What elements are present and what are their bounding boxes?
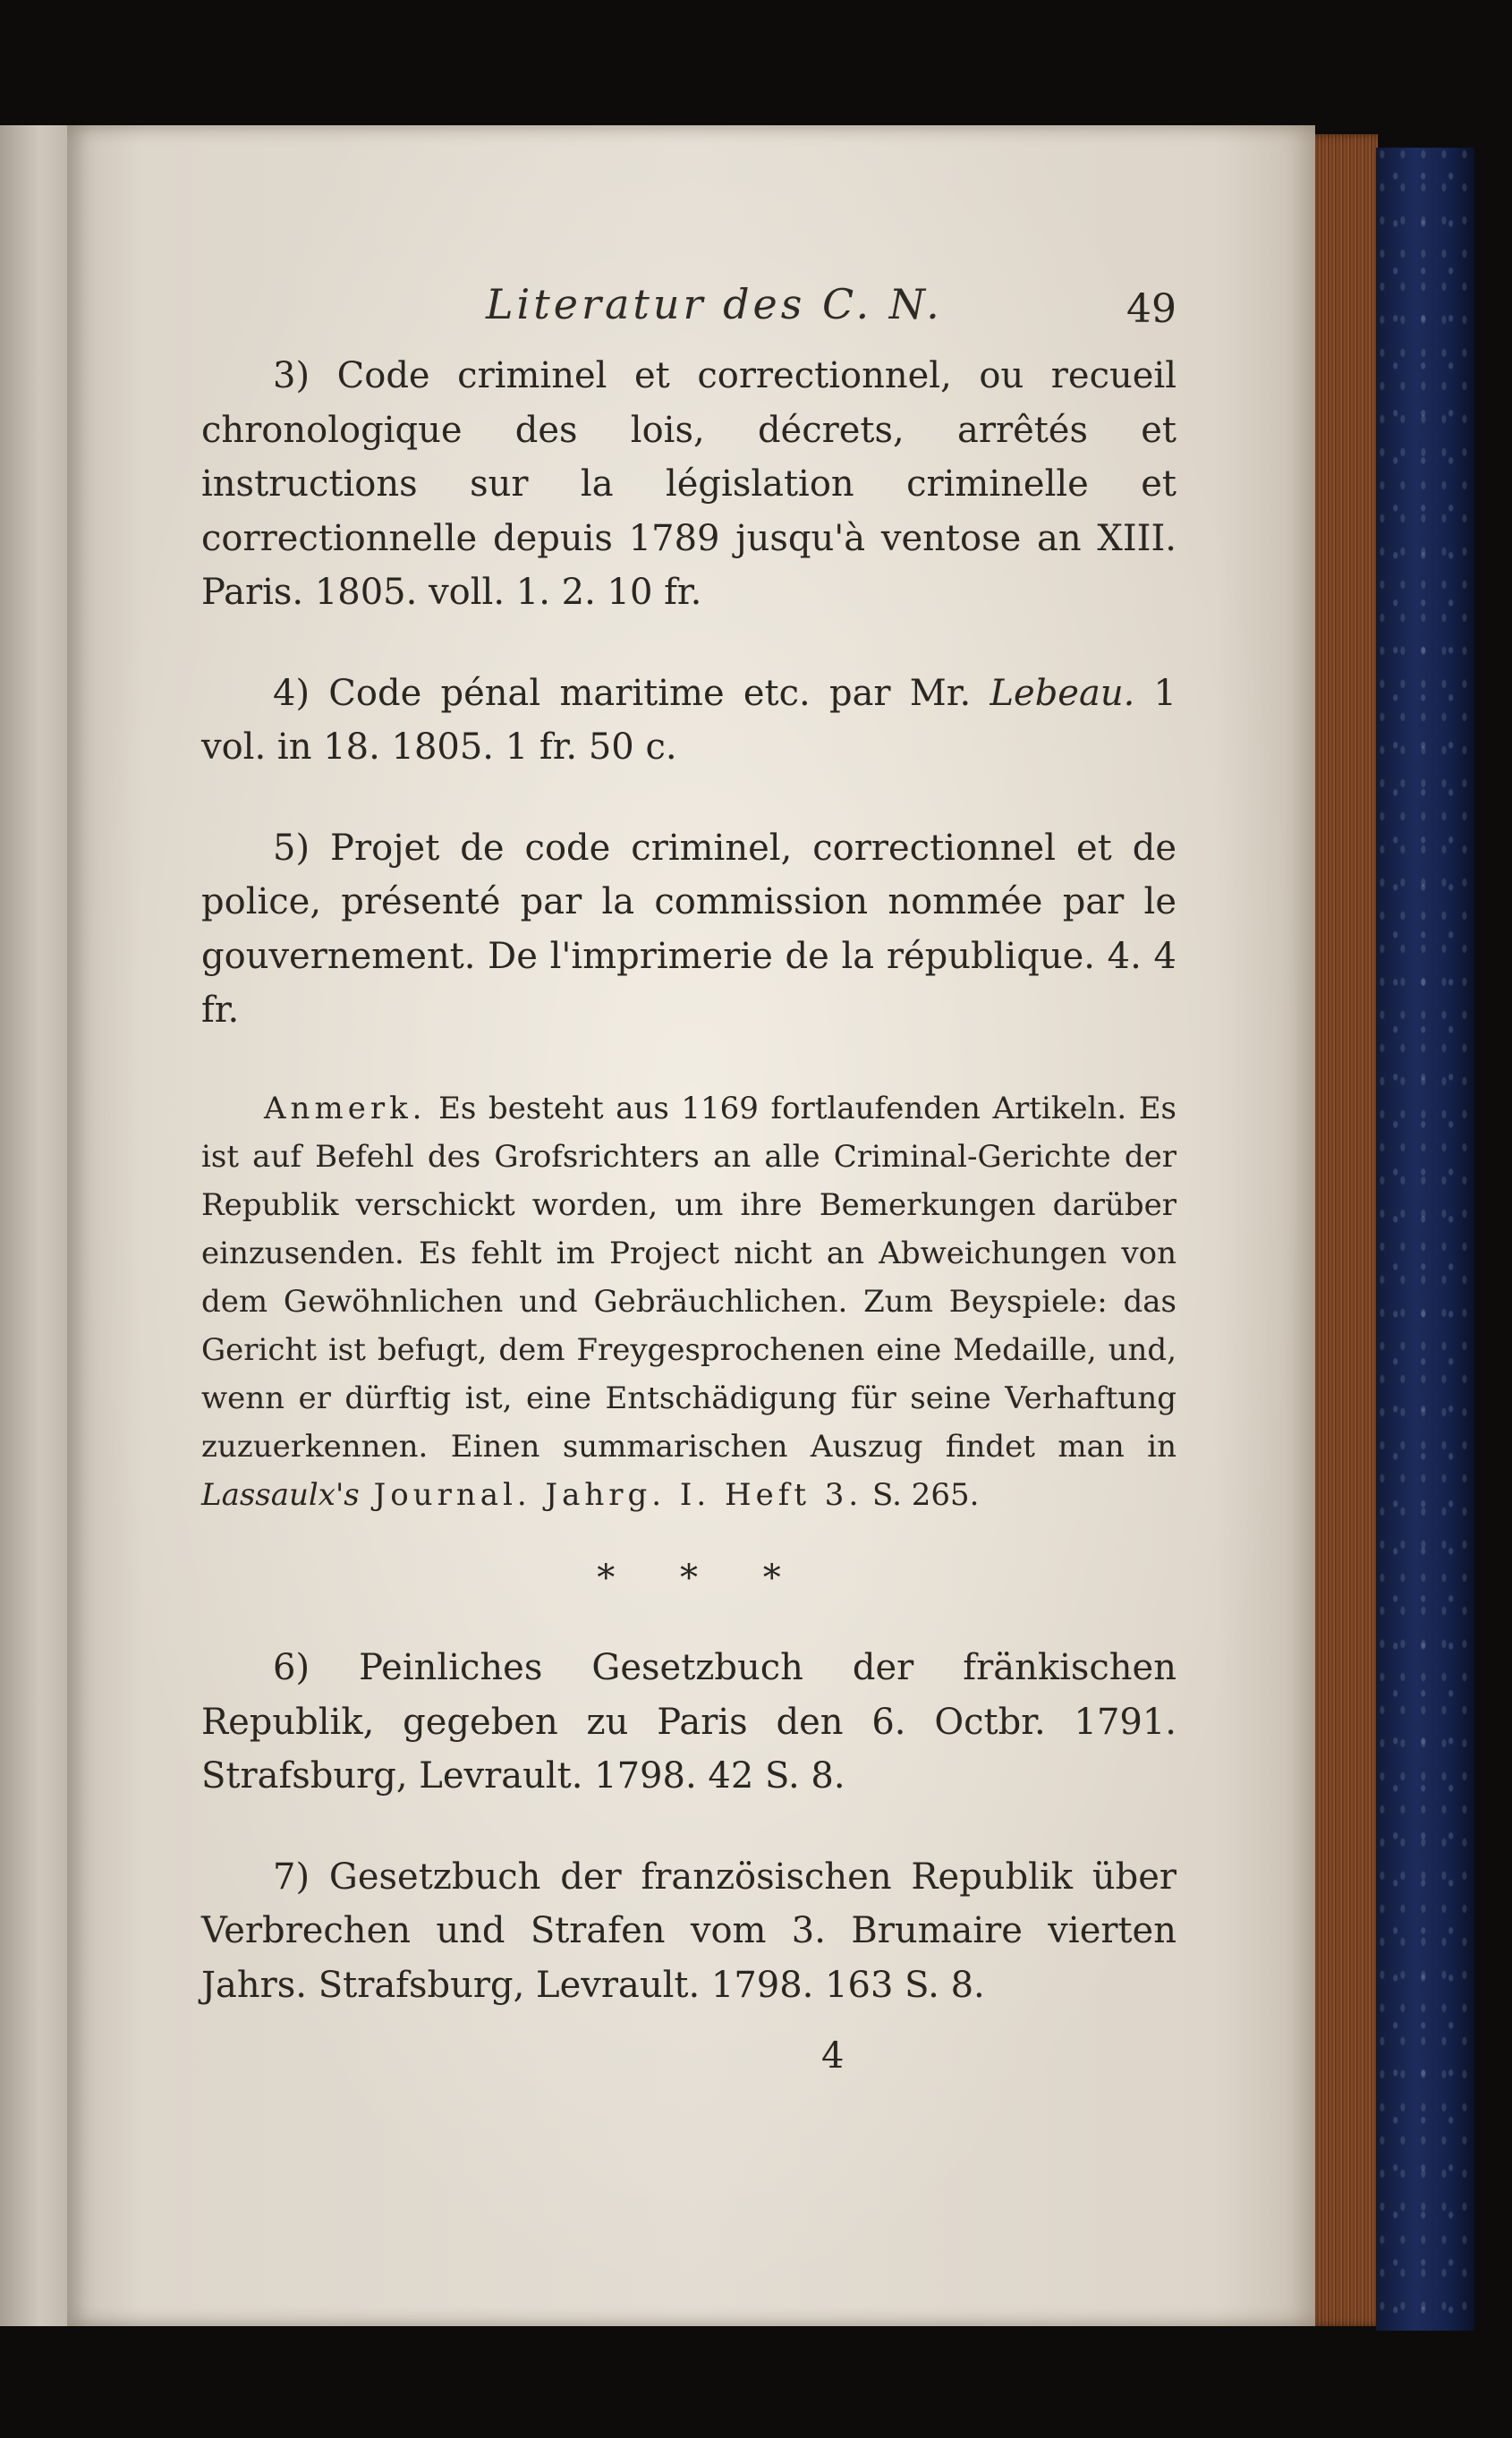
page-edges: [1306, 134, 1378, 2326]
note-page: S. 265.: [862, 1476, 980, 1513]
entry-5: 5) Projet de code criminel, correctionnel et de police, présenté par la commission nommée par le gouvernement. De l'imprimerie de la république. 4. 4 fr.: [201, 827, 1176, 1031]
note-source: Lassaulx's: [201, 1476, 360, 1513]
note-label: Anmerk.: [264, 1090, 427, 1126]
page-header: [201, 277, 1176, 349]
entry-6: 6) Peinliches Gesetzbuch der fränkischen Republik, gegeben zu Paris den 6. Octbr. 1791. Strafsburg, Levrault. 1798. 42 S. 8.: [201, 1647, 1176, 1797]
book-cover-edge: [1376, 148, 1474, 2331]
entry-4-details: 1 vol. in 18. 1805. 1 fr. 50 c.: [201, 672, 1176, 768]
entry-4-title: 4) Code pénal maritime etc. par Mr.: [273, 672, 990, 714]
note-body: Es besteht aus 1169 fortlaufenden Artikeln. Es ist auf Befehl des Grofsrichters an alle Criminal-Gerichte der Republik verschickt worden, um ihre Bemerkungen darüber einzusenden. Es fehlt im Project nicht an Abweichungen von dem Gewöhnlichen und Gebräuchlichen. Zum Beyspiele: das Gericht ist befugt, dem Freygesprochenen eine Medaille, und, wenn er dürftig ist, eine Entschädigung für seine Verhaftung zuzuerkennen. Einen summarischen Auszug findet man in: [201, 1090, 1176, 1465]
signature-mark: 4: [821, 2035, 845, 2077]
page-number: 49: [1126, 286, 1176, 332]
section-separator: * * *: [597, 1557, 781, 1599]
entry-3: 3) Code criminel et correctionnel, ou recueil chronologique des lois, décrets, arrêtés et instructions sur la législation criminelle et correctionnelle depuis 1789 jusqu'à ventose an XIII. Paris. 1805. voll. 1. 2. 10 fr.: [201, 355, 1176, 613]
page-text: [201, 277, 1176, 2012]
entry-4-author: Lebeau.: [990, 672, 1135, 714]
book-page: [67, 125, 1315, 2326]
running-head: Literatur des C. N.: [486, 280, 943, 328]
entry-4: [201, 667, 1176, 775]
annotation-note: [201, 1084, 1176, 1519]
entry-7: 7) Gesetzbuch der französischen Republik über Verbrechen und Strafen vom 3. Brumaire vierten Jahrs. Strafsburg, Levrault. 1798. 163 S. 8.: [201, 1856, 1176, 2006]
note-journal: Journal. Jahrg. I. Heft 3.: [359, 1476, 863, 1513]
previous-page-edge: [0, 125, 72, 2326]
